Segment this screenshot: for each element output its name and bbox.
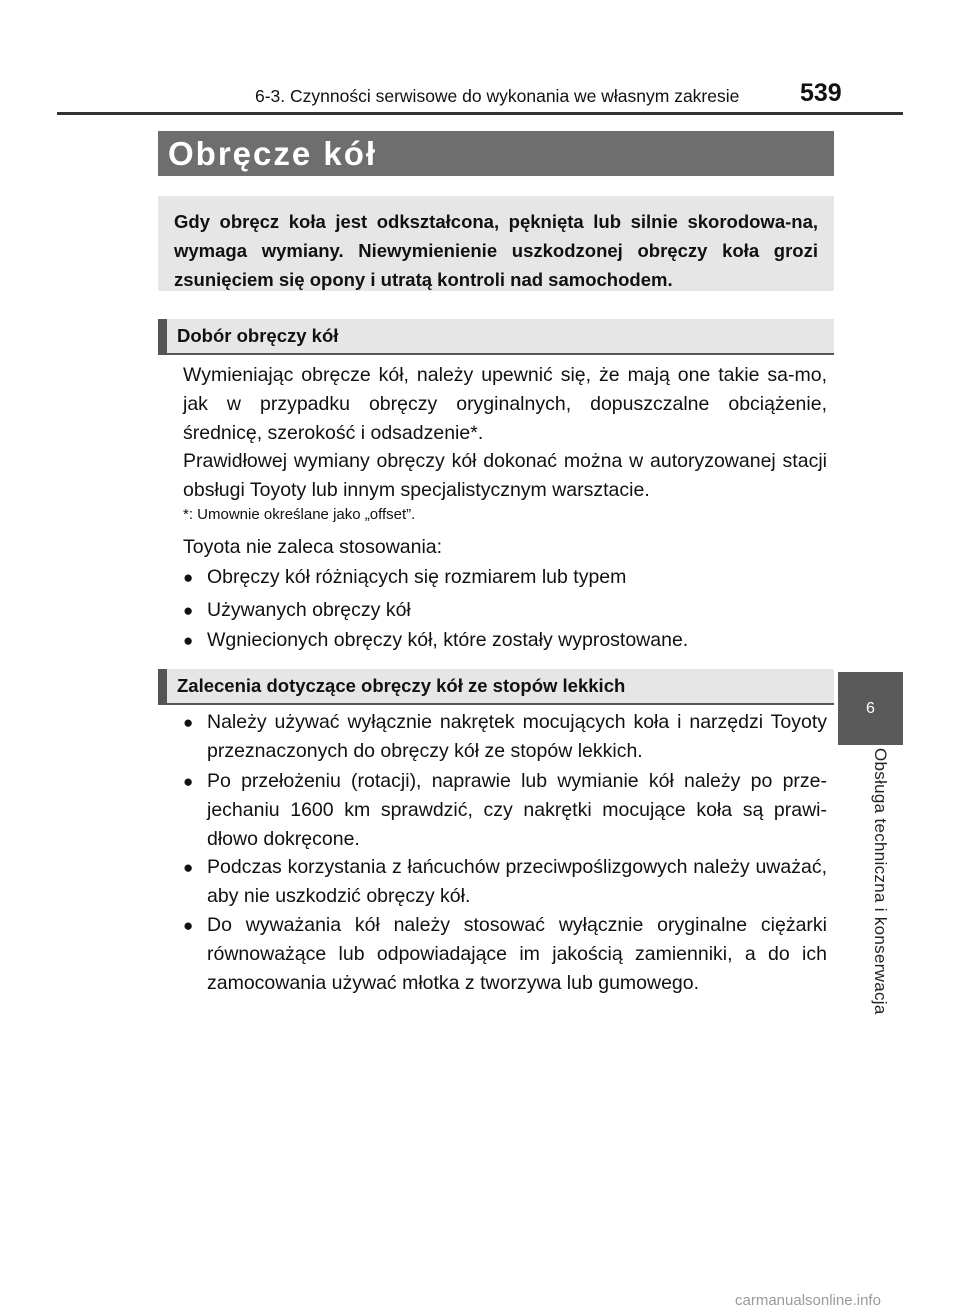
footnote-offset: *: Umownie określane jako „offset”. [183,506,416,523]
bullet-icon: ● [183,601,194,620]
paragraph-service-station: Prawidłowej wymiany obręczy kół dokonać można w autoryzowanej stacji obsługi Toyoty lub innym specjalistycznym warsztacie. [183,450,827,501]
chapter-number: 6 [866,699,875,717]
bullet-icon: ● [183,858,194,877]
intro-text: Gdy obręcz koła jest odkształcona, pęknięta lub silnie skorodowa-na, wymaga wymiany. Niewymienienie uszkodzonej obręczy koła grozi zsunięciem się opony i utratą kontroli nad samochodem. [174,211,818,290]
intro-box [158,196,834,291]
bullet-icon: ● [183,916,194,935]
header-divider [57,112,903,115]
watermark: carmanualsonline.info [735,1292,881,1309]
list-item: ● Wgniecionych obręczy kół, które zostały wyprostowane. [183,626,827,655]
chapter-tab[interactable] [838,672,903,745]
chapter-label: Obsługa techniczna i konserwacja [871,748,890,1015]
bullet-icon: ● [183,568,194,587]
list-item: ● Używanych obręczy kół [183,596,827,625]
section-heading-alloy-wheels: Zalecenia dotyczące obręczy kół ze stopów lekkich [158,669,834,705]
paragraph-wheel-replacement: Wymieniając obręcze kół, należy upewnić się, że mają one takie sa-mo, jak w przypadku obręczy oryginalnych, dopuszczalne obciążenie, średnicę, szerokość i odsadzenie*. [183,364,827,444]
page-number: 539 [800,79,842,107]
list-item: ● Do wyważania kół należy stosować wyłącznie oryginalne ciężarki równoważące lub odpowiadające im jakością zamienniki, a do ich zamocowania używać młotka z tworzywa lub gumowego. [183,911,827,998]
bullet-icon: ● [183,772,194,791]
header-section-title: 6-3. Czynności serwisowe do wykonania we własnym zakresie [255,86,740,106]
list-item: ● Po przełożeniu (rotacji), naprawie lub wymianie kół należy po prze-jechaniu 1600 km sprawdzić, czy nakrętki mocujące koła są prawi-dłowo dokręcone. [183,767,827,854]
bullet-icon: ● [183,631,194,650]
bullet-icon: ● [183,713,194,732]
section-heading-wheel-selection: Dobór obręczy kół [158,319,834,355]
list-item: ● Obręczy kół różniących się rozmiarem lub typem [183,563,827,592]
paragraph-not-recommended: Toyota nie zaleca stosowania: [183,536,443,558]
page-title: Obręcze kół [158,131,834,176]
list-item: ● Należy używać wyłącznie nakrętek mocujących koła i narzędzi Toyoty przeznaczonych do obręczy kół ze stopów lekkich. [183,708,827,766]
list-item: ● Podczas korzystania z łańcuchów przeciwpoślizgowych należy uważać, aby nie uszkodzić obręczy kół. [183,853,827,911]
